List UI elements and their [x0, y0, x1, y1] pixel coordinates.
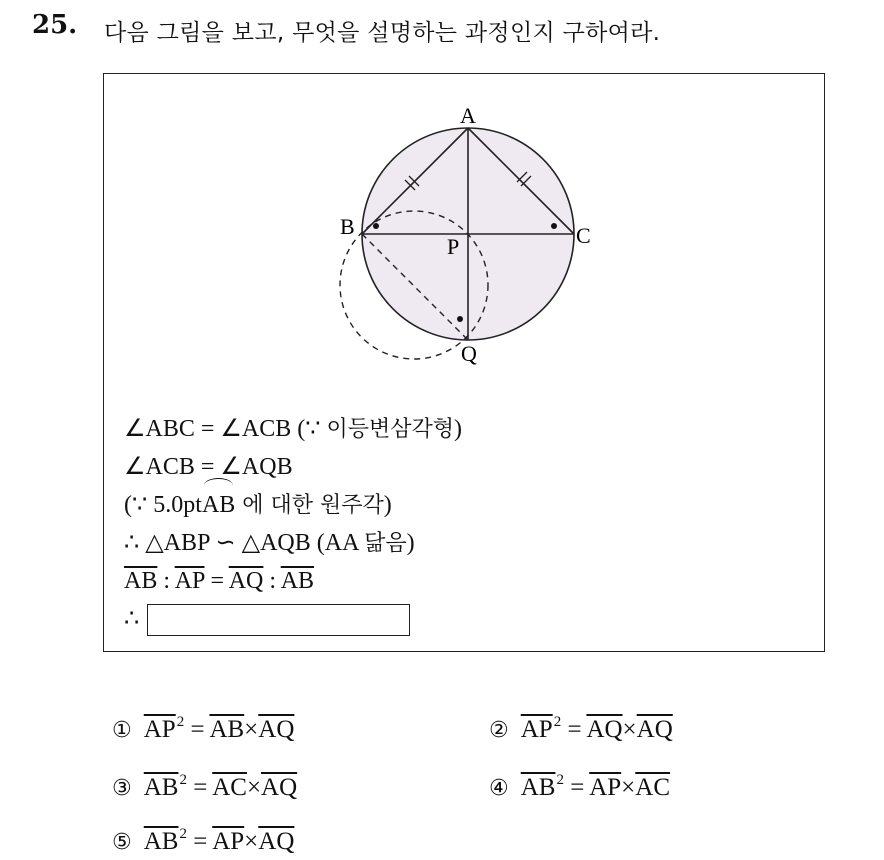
line1-math: ∠ABC = ∠ACB	[124, 416, 292, 442]
line4-math: ∴ △ABP ∽ △AQB	[124, 530, 317, 556]
choice-exponent: 2	[176, 714, 185, 730]
proof-line-1	[124, 410, 462, 448]
choice-number: ③	[112, 776, 132, 801]
line4-text: 닮음	[364, 531, 407, 556]
angle-dot-b	[373, 223, 379, 229]
line5-colon1: :	[157, 568, 175, 594]
angle-dot-c	[551, 223, 557, 229]
proof-box	[103, 73, 825, 652]
line4-paren-open: (AA	[316, 530, 365, 556]
line3-arc-ab: AB	[202, 486, 235, 524]
line4-paren-close: )	[406, 530, 415, 556]
choice-eq: =	[184, 716, 210, 743]
choice-lhs: $\overline{AB}$	[143, 774, 179, 801]
line3-text: 에 대한 원주각	[235, 493, 384, 518]
choice-number: ⑤	[112, 830, 132, 855]
line5-seg2: $\overline{AP}$	[174, 568, 205, 594]
proof-line-5	[124, 562, 462, 600]
choice-number: ④	[489, 776, 509, 801]
choice-term-a: $\overline{AP}$	[589, 774, 622, 801]
choice-times: ×	[244, 828, 259, 855]
choice-eq: =	[186, 828, 213, 855]
choice-3[interactable]	[112, 772, 297, 802]
choice-term-a: $\overline{AC}$	[212, 774, 247, 801]
question-number: 25.	[32, 10, 78, 40]
choice-term-b: $\overline{AQ}$	[258, 716, 295, 743]
line5-eq: =	[204, 568, 229, 594]
choice-term-a: $\overline{AQ}$	[586, 716, 623, 743]
choice-exponent: 2	[556, 772, 564, 788]
choice-lhs: $\overline{AP}$	[520, 716, 553, 743]
label-p: P	[447, 234, 460, 259]
proof-line-4	[124, 524, 462, 562]
proof-line-2	[124, 448, 462, 486]
choice-4[interactable]	[489, 772, 670, 802]
line1-reason-close: )	[454, 416, 463, 442]
choice-term-b: $\overline{AQ}$	[636, 716, 673, 743]
choice-lhs: $\overline{AP}$	[143, 716, 176, 743]
choice-exponent: 2	[179, 826, 187, 842]
choice-term-b: $\overline{AQ}$	[261, 774, 298, 801]
choice-times: ×	[246, 774, 262, 801]
choice-lhs: $\overline{AB}$	[520, 774, 556, 801]
proof-line-6	[124, 600, 462, 638]
choice-term-a: $\overline{AB}$	[209, 716, 245, 743]
angle-dot-q	[457, 316, 463, 322]
choice-term-b: $\overline{AQ}$	[258, 828, 295, 855]
choice-number: ②	[489, 718, 509, 743]
line2-math: ∠ACB = ∠AQB	[124, 454, 293, 480]
line5-colon2: :	[263, 568, 281, 594]
choice-number: ①	[112, 718, 132, 743]
question-text: 다음 그림을 보고, 무엇을 설명하는 과정인지 구하여라.	[104, 20, 661, 46]
choice-term-a: $\overline{AP}$	[212, 828, 245, 855]
proof-line-3	[124, 486, 462, 524]
line1-reason-open: (∵	[291, 416, 327, 442]
line5-seg3: $\overline{AQ}$	[228, 568, 264, 594]
circle-figure	[104, 74, 824, 374]
choice-exponent: 2	[553, 714, 562, 730]
line5-seg4: $\overline{AB}$	[280, 568, 315, 594]
choice-eq: =	[186, 774, 213, 801]
choice-eq: =	[563, 774, 590, 801]
label-q: Q	[461, 341, 477, 366]
choice-exponent: 2	[179, 772, 187, 788]
label-a: A	[460, 103, 476, 128]
choice-term-b: $\overline{AC}$	[635, 774, 671, 801]
line1-reason-text: 이등변삼각형	[326, 417, 455, 442]
line6-therefore: ∴	[124, 606, 140, 632]
line5-seg1: $\overline{AB}$	[124, 568, 158, 594]
choice-times: ×	[622, 716, 637, 743]
label-b: B	[340, 214, 355, 239]
choice-1[interactable]	[112, 714, 294, 744]
choice-times: ×	[244, 716, 259, 743]
choice-2[interactable]	[489, 714, 673, 744]
answer-blank-box[interactable]	[147, 604, 410, 636]
proof-lines	[124, 410, 462, 638]
choice-lhs: $\overline{AB}$	[143, 828, 179, 855]
label-c: C	[576, 223, 591, 248]
choice-5[interactable]	[112, 826, 294, 856]
choice-eq: =	[561, 716, 587, 743]
choice-times: ×	[621, 774, 636, 801]
line3-open: (∵ 5.0pt	[124, 492, 202, 518]
line3-close: )	[383, 492, 392, 518]
